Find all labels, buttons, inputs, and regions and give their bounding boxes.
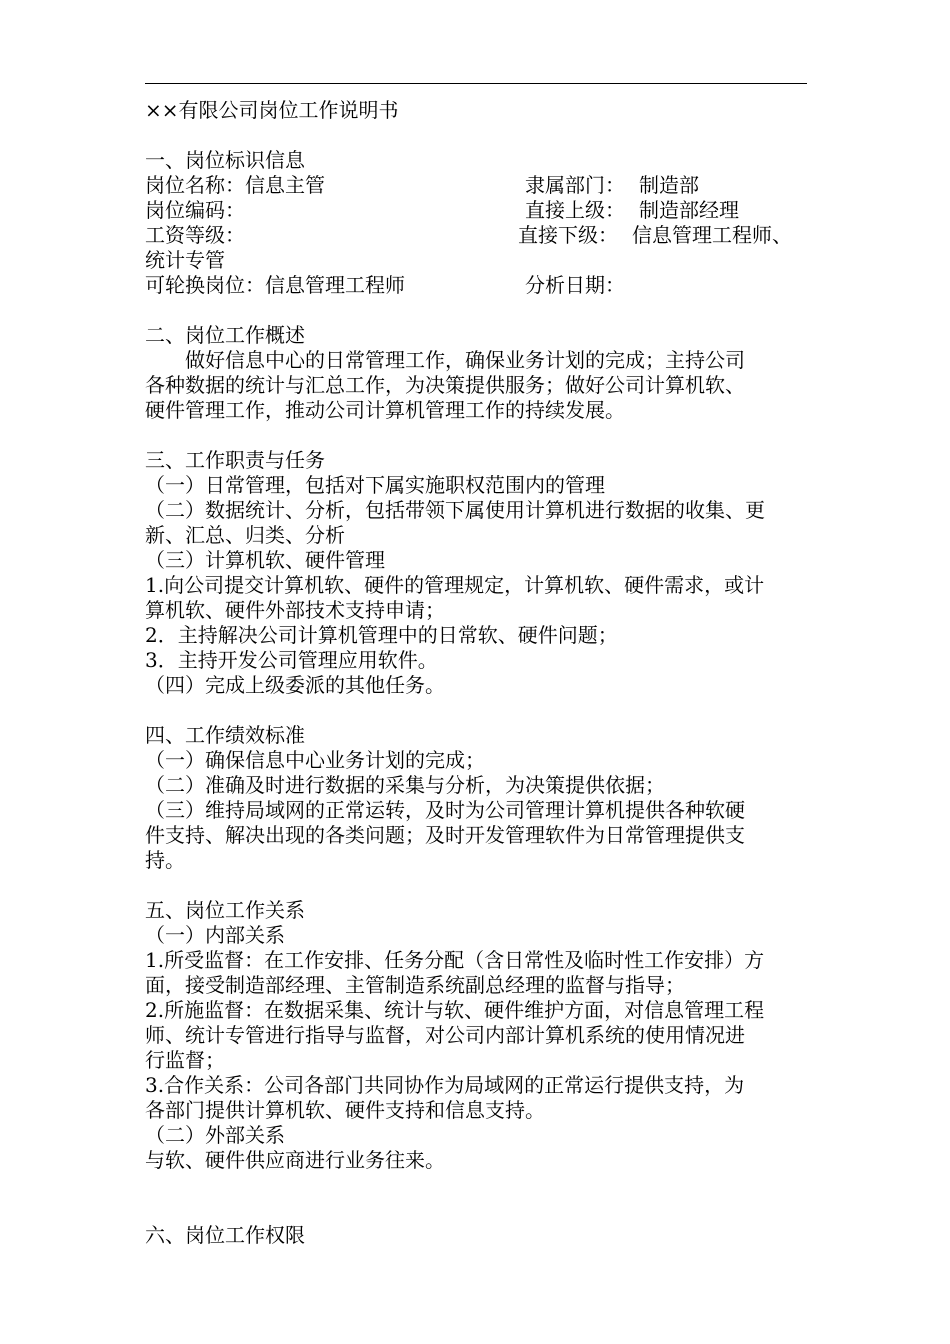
- section-heading-relations: 五、岗位工作关系: [145, 898, 305, 922]
- overview-line: 做好信息中心的日常管理工作，确保业务计划的完成；主持公司: [185, 348, 745, 372]
- overview-line: 各种数据的统计与汇总工作，为决策提供服务；做好公司计算机软、: [145, 373, 745, 397]
- header-rule: [145, 83, 807, 84]
- document-page: [145, 0, 807, 1344]
- section-heading-duties: 三、工作职责与任务: [145, 448, 325, 472]
- duty-line: （三）计算机软、硬件管理: [145, 548, 385, 572]
- duty-line: 新、汇总、归类、分析: [145, 523, 345, 547]
- spacer: [145, 1173, 807, 1198]
- spacer: [145, 1198, 807, 1223]
- position-code-field: 岗位编码：: [145, 198, 245, 222]
- duty-line: 2．主持解决公司计算机管理中的日常软、硬件问题；: [145, 623, 618, 647]
- analysis-date-field: 分析日期：: [525, 273, 625, 297]
- spacer: [145, 298, 807, 323]
- relation-line: （二）外部关系: [145, 1123, 285, 1147]
- duty-line: （二）数据统计、分析，包括带领下属使用计算机进行数据的收集、更: [145, 498, 765, 522]
- relation-line: 2.所施监督：在数据采集、统计与软、硬件维护方面，对信息管理工程: [145, 998, 765, 1022]
- duty-line: （四）完成上级委派的其他任务。: [145, 673, 445, 697]
- relation-line: 师、统计专管进行指导与监督，对公司内部计算机系统的使用情况进: [145, 1023, 745, 1047]
- subordinate-field: 直接下级： 信息管理工程师、: [518, 223, 792, 247]
- section-heading-overview: 二、岗位工作概述: [145, 323, 305, 347]
- document-content: [145, 98, 807, 1248]
- relation-line: 与软、硬件供应商进行业务往来。: [145, 1148, 445, 1172]
- superior-field: 直接上级： 制造部经理: [525, 198, 739, 222]
- position-name-field: 岗位名称：信息主管: [145, 173, 325, 197]
- performance-line: （一）确保信息中心业务计划的完成；: [145, 748, 485, 772]
- spacer: [145, 123, 807, 148]
- info-row-position-name: [145, 173, 807, 198]
- relation-line: （一）内部关系: [145, 923, 285, 947]
- duty-line: 1.向公司提交计算机软、硬件的管理规定，计算机软、硬件需求，或计: [145, 573, 765, 597]
- rotation-field: 可轮换岗位：信息管理工程师: [145, 273, 405, 297]
- performance-line: 件支持、解决出现的各类问题；及时开发管理软件为日常管理提供支: [145, 823, 745, 847]
- subordinate-value-continued: 统计专管: [145, 248, 225, 272]
- info-row-salary-grade: [145, 223, 807, 248]
- overview-line: 硬件管理工作，推动公司计算机管理工作的持续发展。: [145, 398, 625, 422]
- performance-line: 持。: [145, 848, 185, 872]
- performance-line: （三）维持局域网的正常运转，及时为公司管理计算机提供各种软硬: [145, 798, 745, 822]
- spacer: [145, 423, 807, 448]
- relation-line: 面，接受制造部经理、主管制造系统副总经理的监督与指导；: [145, 973, 685, 997]
- info-row-position-code: [145, 198, 807, 223]
- spacer: [145, 698, 807, 723]
- spacer: [145, 873, 807, 898]
- duty-line: 算机软、硬件外部技术支持申请；: [145, 598, 445, 622]
- info-row-rotation: [145, 273, 807, 298]
- duty-line: 3．主持开发公司管理应用软件。: [145, 648, 438, 672]
- section-heading-authority: 六、岗位工作权限: [145, 1223, 305, 1247]
- duty-line: （一）日常管理，包括对下属实施职权范围内的管理: [145, 473, 605, 497]
- relation-line: 1.所受监督：在工作安排、任务分配（含日常性及临时性工作安排）方: [145, 948, 765, 972]
- document-title: ××有限公司岗位工作说明书: [145, 98, 399, 122]
- salary-grade-field: 工资等级：: [145, 223, 245, 247]
- department-field: 隶属部门： 制造部: [525, 173, 699, 197]
- relation-line: 3.合作关系：公司各部门共同协作为局域网的正常运行提供支持，为: [145, 1073, 745, 1097]
- section-heading-performance: 四、工作绩效标准: [145, 723, 305, 747]
- relation-line: 各部门提供计算机软、硬件支持和信息支持。: [145, 1098, 545, 1122]
- section-heading-identification: 一、岗位标识信息: [145, 148, 305, 172]
- performance-line: （二）准确及时进行数据的采集与分析，为决策提供依据；: [145, 773, 665, 797]
- relation-line: 行监督；: [145, 1048, 225, 1072]
